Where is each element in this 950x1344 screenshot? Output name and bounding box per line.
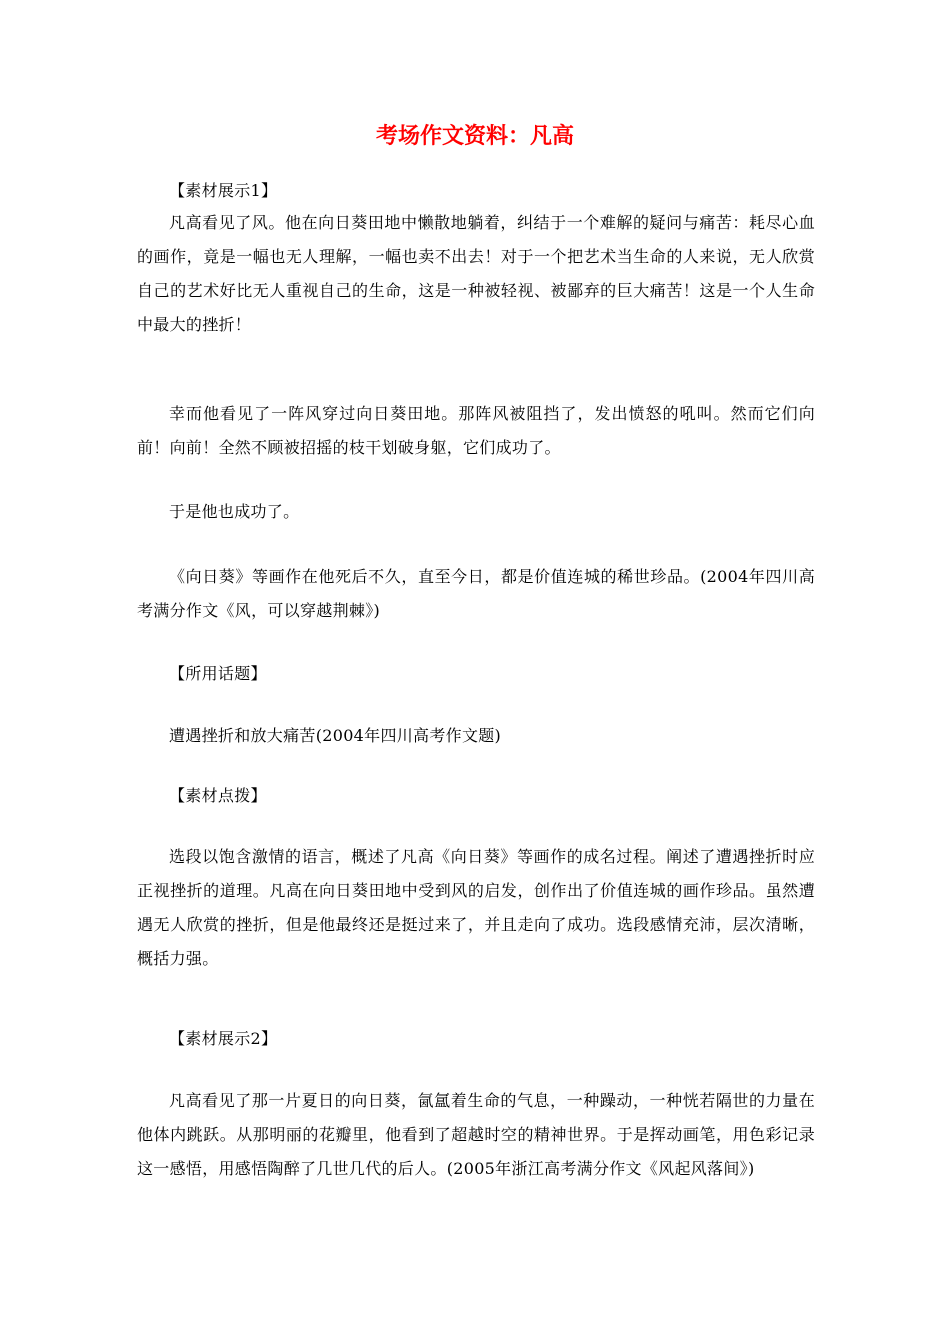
section-heading-guidance: 【素材点拨】 — [169, 786, 267, 805]
paragraph-guidance: 选段以饱含激情的语言，概述了凡高《向日葵》等画作的成名过程。阐述了遭遇挫折时应正视挫折的道理。凡高在向日葵田地中受到风的启发，创作出了价值连城的画作珍品。虽然遭遇无人欣赏的挫折，但是他最终还是挺过来了，并且走向了成功。选段感情充沛，层次清晰，概括力强。 — [137, 847, 815, 968]
paragraph-topic: 遭遇挫折和放大痛苦(2004年四川高考作文题) — [169, 726, 502, 745]
paragraph-material-2: 凡高看见了那一片夏日的向日葵，氤氲着生命的气息，一种躁动，一种恍若隔世的力量在他体内跳跃。从那明丽的花瓣里，他看到了超越时空的精神世界。于是挥动画笔，用色彩记录这一感悟，用感悟陶醉了几世几代的后人。(2005年浙江高考满分作文《风起风落间》) — [137, 1091, 815, 1178]
section-heading-topic: 【所用话题】 — [169, 664, 267, 683]
paragraph-material-1-c: 于是他也成功了。 — [169, 502, 300, 521]
paragraph-material-1-a: 凡高看见了风。他在向日葵田地中懒散地躺着，纠结于一个难解的疑问与痛苦：耗尽心血的画作，竟是一幅也无人理解，一幅也卖不出去！对于一个把艺术当生命的人来说，无人欣赏自己的艺术好比无人重视自己的生命，这是一种被轻视、被鄙弃的巨大痛苦！这是一个人生命中最大的挫折！ — [137, 213, 815, 334]
document-title: 考场作文资料：凡高 — [375, 124, 574, 149]
paragraph-material-1-b: 幸而他看见了一阵风穿过向日葵田地。那阵风被阻挡了，发出愤怒的吼叫。然而它们向前！向前！全然不顾被招摇的枝干划破身躯，它们成功了。 — [137, 404, 815, 457]
section-heading-material-1: 【素材展示1】 — [169, 181, 278, 200]
paragraph-material-1-d: 《向日葵》等画作在他死后不久，直至今日，都是价值连城的稀世珍品。(2004年四川高考满分作文《风，可以穿越荆棘》) — [137, 567, 815, 620]
section-heading-material-2: 【素材展示2】 — [169, 1029, 278, 1048]
